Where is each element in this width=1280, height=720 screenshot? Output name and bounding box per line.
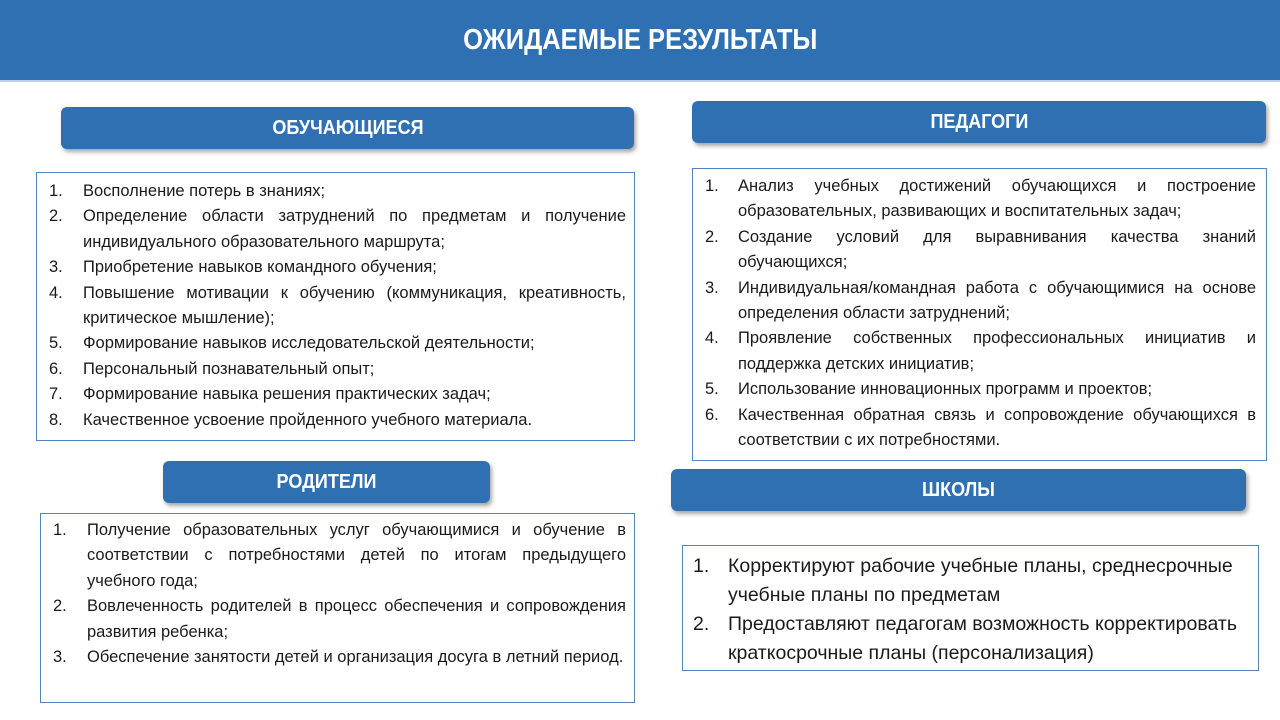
list-item-text: Качественное усвоение пройденного учебного материала. (83, 410, 533, 429)
parents-header-label: РОДИТЕЛИ (276, 470, 377, 493)
schools-header-label: ШКОЛЫ (922, 478, 995, 501)
list-item (53, 645, 626, 670)
teachers-header-label: ПЕДАГОГИ (930, 110, 1028, 133)
list-item (705, 326, 1256, 377)
schools-list (693, 552, 1248, 668)
list-item-number: 2. (53, 597, 67, 616)
list-item (705, 225, 1256, 276)
list-item-text: Приобретение навыков командного обучения; (83, 258, 437, 277)
list-item-text: Использование инновационных программ и проектов; (738, 380, 1153, 399)
list-item-number: 1. (693, 555, 710, 577)
teachers-list (705, 174, 1256, 453)
list-item-text: Предоставляют педагогам возможность корректировать краткосрочные планы (персонализация) (728, 613, 1237, 664)
list-item-text: Анализ учебных достижений обучающихся и построение образовательных, развивающих и воспитательных задач; (738, 177, 1256, 221)
list-item-number: 4. (705, 329, 719, 348)
parents-list (53, 518, 626, 670)
learners-list (49, 179, 626, 433)
list-item-text: Получение образовательных услуг обучающимися и обучение в соответствии с потребностями детей по итогам предыдущего учебного года; (87, 521, 626, 590)
schools-header (671, 469, 1246, 511)
list-item (693, 610, 1248, 668)
list-item (705, 403, 1256, 454)
list-item (49, 281, 626, 332)
list-item (49, 255, 626, 280)
list-item-number: 3. (49, 258, 63, 277)
list-item-text: Качественная обратная связь и сопровождение обучающихся в соответствии с их потребностями. (738, 405, 1256, 450)
list-item-number: 6. (705, 405, 719, 424)
list-item-number: 5. (705, 380, 719, 399)
list-item (49, 357, 626, 382)
list-item (693, 552, 1248, 610)
learners-header-label: ОБУЧАЮЩИЕСЯ (271, 116, 424, 139)
list-item (49, 179, 626, 204)
parents-header (163, 461, 490, 503)
list-item-text: Проявление собственных профессиональных инициатив и поддержка детских инициатив; (738, 329, 1256, 373)
list-item-text: Вовлеченность родителей в процесс обеспечения и сопровождения развития ребенка; (87, 597, 626, 641)
list-item-text: Формирование навыка решения практических задач; (83, 385, 491, 404)
list-item-number: 1. (49, 182, 63, 200)
title-banner (0, 0, 1280, 82)
list-item-number: 5. (49, 334, 63, 353)
list-item-number: 3. (53, 648, 67, 667)
list-item-text: Создание условий для выравнивания качества знаний обучающихся; (738, 227, 1256, 272)
list-item-number: 7. (49, 385, 63, 404)
list-item (49, 408, 626, 433)
list-item-number: 1. (53, 521, 67, 539)
teachers-list-box (692, 168, 1267, 461)
teachers-header (692, 101, 1266, 143)
list-item-number: 6. (49, 359, 63, 378)
learners-list-box (36, 172, 635, 441)
list-item (705, 377, 1256, 402)
list-item (49, 204, 626, 255)
parents-list-box (40, 513, 635, 703)
list-item-text: Формирование навыков исследовательской деятельности; (83, 334, 535, 353)
list-item-text: Восполнение потерь в знаниях; (83, 182, 326, 200)
page-title: ОЖИДАЕМЫЕ РЕЗУЛЬТАТЫ (462, 23, 818, 56)
learners-header (61, 107, 634, 149)
list-item-text: Корректируют рабочие учебные планы, среднесрочные учебные планы по предметам (728, 555, 1233, 606)
list-item (705, 174, 1256, 225)
schools-list-box (682, 545, 1259, 671)
list-item-text: Обеспечение занятости детей и организация досуга в летний период. (87, 648, 624, 667)
list-item-number: 2. (49, 207, 63, 226)
list-item-text: Определение области затруднений по предметам и получение индивидуального образовательного маршрута; (83, 207, 626, 251)
list-item-number: 3. (705, 278, 719, 297)
list-item (53, 518, 626, 594)
list-item-number: 8. (49, 410, 63, 429)
list-item (49, 331, 626, 356)
list-item (53, 594, 626, 645)
list-item (705, 276, 1256, 327)
list-item-number: 2. (693, 613, 710, 635)
list-item (49, 382, 626, 407)
list-item-text: Персональный познавательный опыт; (83, 359, 375, 378)
list-item-number: 2. (705, 227, 719, 246)
list-item-text: Повышение мотивации к обучению (коммуникация, креативность, критическое мышление); (83, 283, 626, 328)
list-item-text: Индивидуальная/командная работа с обучающимися на основе определения области затруднений; (738, 278, 1256, 323)
list-item-number: 1. (705, 177, 719, 195)
list-item-number: 4. (49, 283, 63, 302)
